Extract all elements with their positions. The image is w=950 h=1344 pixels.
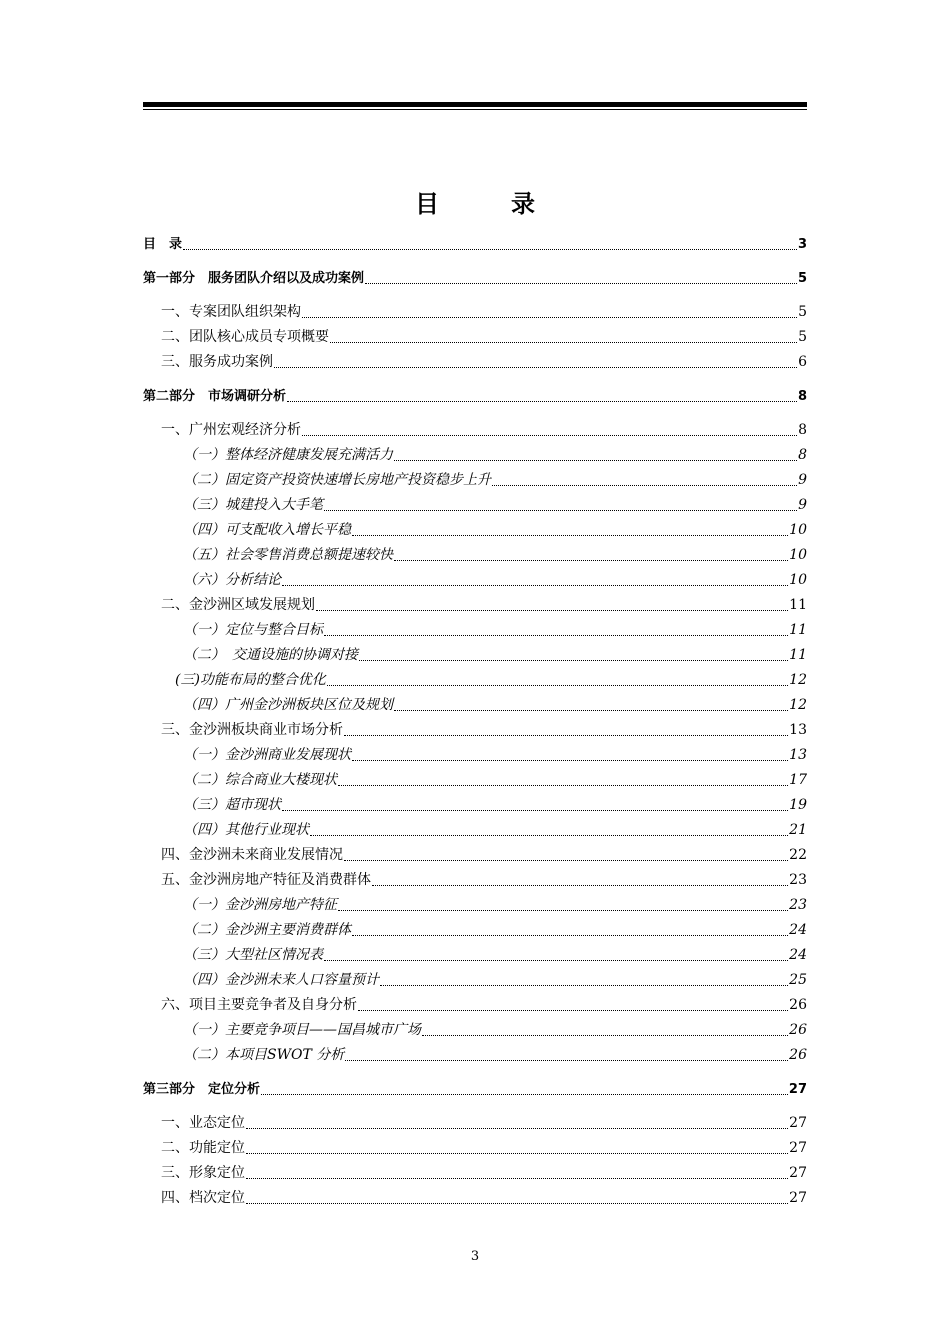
toc-entry[interactable] <box>143 325 807 350</box>
toc-leader-dots <box>344 735 788 736</box>
page-number: 3 <box>470 1249 480 1264</box>
toc-leader-dots <box>345 1060 788 1061</box>
toc-entry-label: （四）金沙洲未来人口容量预计 <box>183 972 379 988</box>
toc-entry-label: （三）超市现状 <box>183 797 281 813</box>
toc-leader-dots <box>316 610 788 611</box>
toc-entry[interactable] <box>143 493 807 518</box>
toc-entry[interactable] <box>143 300 807 325</box>
toc-leader-dots <box>394 560 788 561</box>
toc-entry-page: 8 <box>797 389 807 404</box>
page-title: 目 录 <box>415 190 559 218</box>
toc-leader-dots <box>246 1178 788 1179</box>
toc-entry-page: 8 <box>798 422 807 438</box>
toc-entry-page: 5 <box>798 304 807 320</box>
toc-entry[interactable] <box>143 1111 807 1136</box>
toc-entry[interactable] <box>143 593 807 618</box>
toc-entry-label: （一）主要竞争项目——国昌城市广场 <box>183 1022 421 1038</box>
toc-entry[interactable] <box>143 443 807 468</box>
toc-entry-page: 12 <box>789 697 807 713</box>
toc-entry[interactable] <box>143 266 807 291</box>
toc-entry[interactable] <box>143 1077 807 1102</box>
toc-leader-dots <box>330 342 797 343</box>
toc-leader-dots <box>302 317 797 318</box>
toc-leader-dots <box>246 1153 788 1154</box>
toc-entry-page: 9 <box>798 472 807 488</box>
toc-entry[interactable] <box>143 718 807 743</box>
toc-leader-dots <box>394 460 797 461</box>
toc-entry-page: 24 <box>789 922 807 938</box>
toc-entry-label: （二）本项目SWOT 分析 <box>183 1047 345 1063</box>
toc-entry-label: 三、形象定位 <box>161 1165 245 1181</box>
toc-leader-dots <box>352 535 788 536</box>
toc-entry-page: 17 <box>789 772 807 788</box>
toc-entry-label: （一）定位与整合目标 <box>183 622 323 638</box>
toc-entry[interactable] <box>143 350 807 375</box>
toc-entry-page: 23 <box>789 897 807 913</box>
toc-entry-page: 6 <box>798 354 807 370</box>
toc-leader-dots <box>344 860 788 861</box>
toc-entry-page: 27 <box>789 1165 807 1181</box>
toc-entry[interactable] <box>143 1161 807 1186</box>
toc-leader-dots <box>324 960 788 961</box>
toc-leader-dots <box>394 710 788 711</box>
toc-entry[interactable] <box>143 968 807 993</box>
toc-entry-label: 四、档次定位 <box>161 1190 245 1206</box>
table-of-contents <box>143 232 807 1211</box>
toc-entry-label: （四）其他行业现状 <box>183 822 309 838</box>
toc-entry-label: （四）广州金沙洲板块区位及规划 <box>183 697 393 713</box>
toc-leader-dots <box>287 401 797 402</box>
toc-entry[interactable] <box>143 1043 807 1068</box>
toc-entry-label: 五、金沙洲房地产特征及消费群体 <box>161 872 371 888</box>
toc-entry-label: 第二部分 市场调研分析 <box>143 389 287 404</box>
toc-entry-page: 5 <box>798 329 807 345</box>
toc-leader-dots <box>302 435 797 436</box>
toc-entry-label: 二、团队核心成员专项概要 <box>161 329 329 345</box>
toc-entry-label: 一、专案团队组织架构 <box>161 304 301 320</box>
toc-entry-label: （三）城建投入大手笔 <box>183 497 323 513</box>
toc-entry-page: 26 <box>789 997 807 1013</box>
toc-entry-label: （一）金沙洲商业发展现状 <box>183 747 351 763</box>
toc-entry-page: 25 <box>789 972 807 988</box>
toc-leader-dots <box>352 760 788 761</box>
toc-entry[interactable] <box>143 568 807 593</box>
toc-entry-label: （三）大型社区情况表 <box>183 947 323 963</box>
header-rule-thin <box>143 109 807 110</box>
toc-leader-dots <box>282 810 788 811</box>
toc-leader-dots <box>338 785 788 786</box>
toc-entry-label: 一、业态定位 <box>161 1115 245 1131</box>
toc-leader-dots <box>380 985 788 986</box>
toc-entry-label: （二）金沙洲主要消费群体 <box>183 922 351 938</box>
toc-entry-page: 10 <box>789 547 807 563</box>
toc-leader-dots <box>282 585 788 586</box>
toc-entry-page: 10 <box>789 572 807 588</box>
toc-entry-page: 13 <box>789 722 807 738</box>
toc-entry-page: 11 <box>789 597 807 613</box>
toc-entry[interactable] <box>143 518 807 543</box>
toc-entry-label: 六、项目主要竞争者及自身分析 <box>161 997 357 1013</box>
toc-entry-label: （一）整体经济健康发展充满活力 <box>183 447 393 463</box>
toc-leader-dots <box>359 660 788 661</box>
toc-entry-label: 第三部分 定位分析 <box>143 1082 261 1097</box>
toc-entry-page: 26 <box>789 1047 807 1063</box>
toc-entry[interactable] <box>143 468 807 493</box>
toc-leader-dots <box>338 910 788 911</box>
toc-entry[interactable] <box>143 943 807 968</box>
toc-entry-page: 3 <box>797 237 807 252</box>
toc-entry-label: （四）可支配收入增长平稳 <box>183 522 351 538</box>
toc-entry[interactable] <box>143 232 807 257</box>
toc-entry-page: 10 <box>789 522 807 538</box>
toc-entry-page: 27 <box>789 1190 807 1206</box>
toc-entry[interactable] <box>143 543 807 568</box>
toc-leader-dots <box>372 885 788 886</box>
toc-entry-page: 19 <box>789 797 807 813</box>
toc-entry-page: 22 <box>789 847 807 863</box>
toc-entry-label: （六）分析结论 <box>183 572 281 588</box>
toc-entry-page: 9 <box>798 497 807 513</box>
toc-entry-page: 24 <box>789 947 807 963</box>
toc-entry-label: 二、功能定位 <box>161 1140 245 1156</box>
toc-leader-dots <box>183 249 797 250</box>
toc-leader-dots <box>246 1203 788 1204</box>
toc-leader-dots <box>324 635 788 636</box>
toc-leader-dots <box>352 935 788 936</box>
toc-leader-dots <box>310 835 788 836</box>
toc-entry-page: 8 <box>798 447 807 463</box>
toc-entry[interactable] <box>143 384 807 409</box>
toc-entry-page: 27 <box>789 1115 807 1131</box>
toc-entry-label: 一、广州宏观经济分析 <box>161 422 301 438</box>
toc-entry-page: 21 <box>789 822 807 838</box>
toc-entry-label: （五）社会零售消费总额提速较快 <box>183 547 393 563</box>
toc-entry[interactable] <box>143 1136 807 1161</box>
toc-entry[interactable] <box>143 818 807 843</box>
toc-leader-dots <box>358 1010 788 1011</box>
toc-leader-dots <box>261 1094 788 1095</box>
toc-entry-label: （二）固定资产投资快速增长房地产投资稳步上升 <box>183 472 491 488</box>
toc-leader-dots <box>492 485 797 486</box>
toc-entry-page: 26 <box>789 1022 807 1038</box>
toc-entry[interactable] <box>143 843 807 868</box>
toc-entry[interactable] <box>143 868 807 893</box>
toc-entry-label: 目 录 <box>143 237 183 252</box>
toc-entry-page: 27 <box>789 1140 807 1156</box>
toc-entry[interactable] <box>143 418 807 443</box>
toc-entry-label: 二、金沙洲区域发展规划 <box>161 597 315 613</box>
toc-entry-page: 5 <box>797 271 807 286</box>
toc-entry[interactable] <box>143 918 807 943</box>
toc-entry-page: 12 <box>789 672 807 688</box>
header-rule-thick <box>143 102 807 107</box>
toc-leader-dots <box>422 1035 788 1036</box>
toc-entry-page: 11 <box>789 647 807 663</box>
toc-entry[interactable] <box>143 668 807 693</box>
toc-entry-label: 三、服务成功案例 <box>161 354 273 370</box>
toc-entry[interactable] <box>143 893 807 918</box>
toc-entry-label: （二） 交通设施的协调对接 <box>183 647 358 663</box>
toc-leader-dots <box>324 510 797 511</box>
toc-leader-dots <box>327 685 788 686</box>
toc-entry-label: 第一部分 服务团队介绍以及成功案例 <box>143 271 365 286</box>
toc-entry[interactable] <box>143 993 807 1018</box>
toc-entry-page: 13 <box>789 747 807 763</box>
toc-entry-label: （二）综合商业大楼现状 <box>183 772 337 788</box>
toc-entry-label: 三、金沙洲板块商业市场分析 <box>161 722 343 738</box>
toc-entry-page: 27 <box>788 1082 807 1097</box>
toc-entry[interactable] <box>143 768 807 793</box>
toc-entry[interactable] <box>143 793 807 818</box>
toc-entry-label: (三)功能布局的整合优化 <box>175 672 326 688</box>
toc-entry-page: 23 <box>789 872 807 888</box>
toc-entry[interactable] <box>143 1018 807 1043</box>
toc-entry[interactable] <box>143 743 807 768</box>
toc-entry-label: （一）金沙洲房地产特征 <box>183 897 337 913</box>
toc-leader-dots <box>365 283 797 284</box>
toc-entry-page: 11 <box>789 622 807 638</box>
toc-entry-label: 四、金沙洲未来商业发展情况 <box>161 847 343 863</box>
toc-leader-dots <box>246 1128 788 1129</box>
toc-entry[interactable] <box>143 693 807 718</box>
toc-entry[interactable] <box>143 643 807 668</box>
toc-entry[interactable] <box>143 618 807 643</box>
toc-leader-dots <box>274 367 797 368</box>
toc-entry[interactable] <box>143 1186 807 1211</box>
